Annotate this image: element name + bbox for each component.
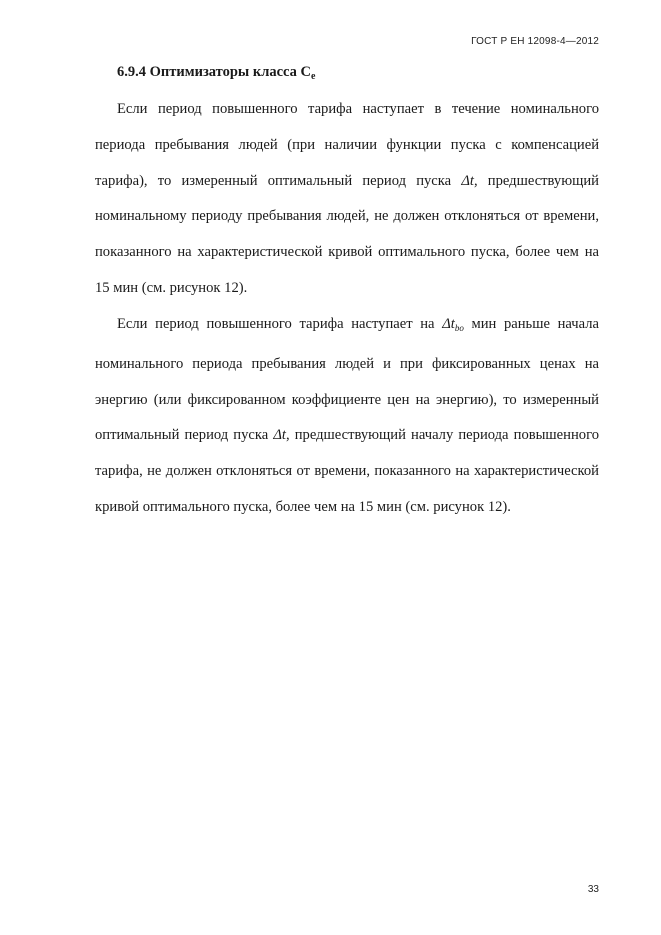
delta-t-bo-base: Δt [442,316,455,332]
paragraph-1 [95,92,599,307]
document-header [471,36,599,47]
delta-t-bo-symbol [442,316,464,332]
delta-t-symbol-2: Δt [273,427,286,444]
paragraph-2-text-c: , предшествующий началу периода повышенного тарифа, не должен отклоняться от времени, показанного на характеристической кривой оптимального пуска, более чем на 15 мин (см. рисунок 12). [95,427,599,515]
delta-t-symbol: Δt [461,172,474,189]
paragraph-1-text-b: , предшествующий номинальному периоду пребывания людей, не должен отклоняться от времени, показанного на характеристической кривой оптимального пуска, более чем на 15 мин (см. рисунок 12). [95,172,599,296]
paragraph-2-text-a: Если период повышенного тарифа наступает на [117,316,443,332]
class-subscript: e [311,71,316,82]
page-number: 33 [587,884,599,895]
paragraph-1-text-a: Если период повышенного тарифа наступает в течение номинального периода пребывания людей (при наличии функции пуска с компенсацией тарифа), то измеренный оптимальный период пуска [95,101,599,189]
section-number: 6.9.4 [117,64,146,80]
section-heading [117,64,315,82]
paragraph-2 [95,307,599,526]
section-title: Оптимизаторы класса С [149,64,311,80]
paragraph-2-text-b: мин раньше начала номинального периода пребывания людей и при фиксированных ценах на энергию (или фиксированном коэффициенте цен на энергию), то измеренный оптимальный период пуска [95,316,599,444]
document-id: ГОСТ Р ЕН 12098-4—2012 [471,36,599,47]
delta-t-bo-subscript: bo [454,323,464,333]
